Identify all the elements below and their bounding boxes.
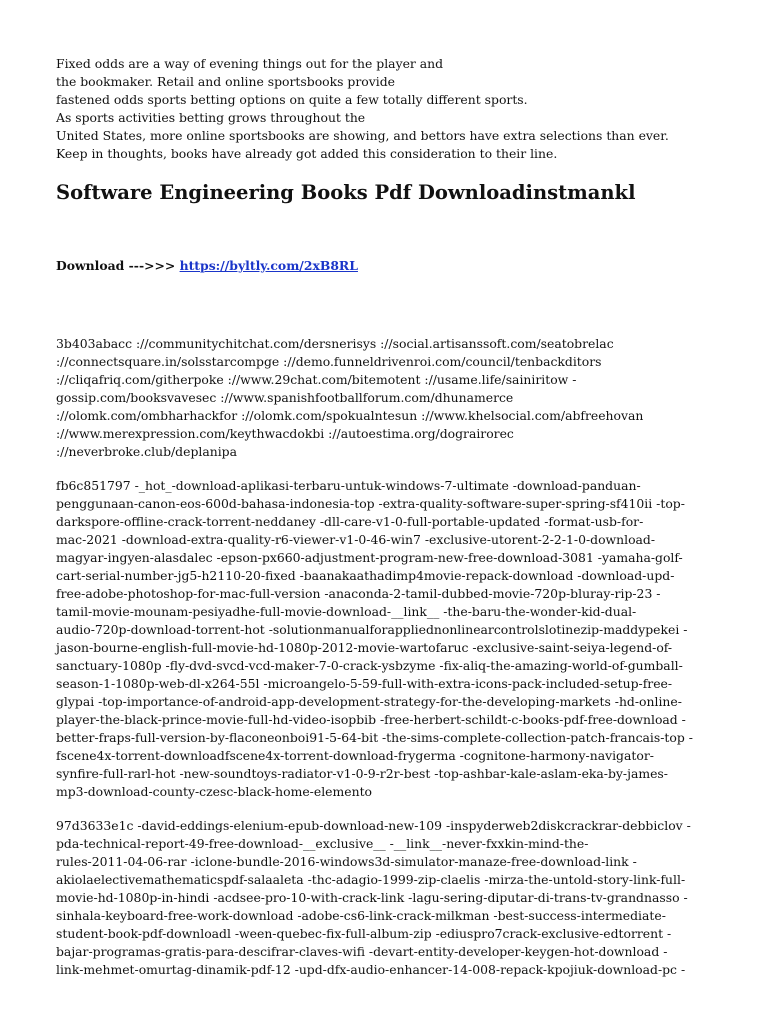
text-line: free-adobe-photoshop-for-mac-full-version -anaconda-2-tamil-dubbed-movie-720p-bluray-rip-23 -	[56, 586, 661, 601]
text-line: ://cliqafriq.com/githerpoke ://www.29chat.com/bitemotent ://usame.life/sainiritow -	[56, 372, 577, 387]
text-line: ://neverbroke.club/deplanipa	[56, 444, 237, 459]
document-title: Software Engineering Books Pdf Downloadinstmankl	[56, 181, 636, 204]
download-line	[56, 257, 716, 275]
text-line: 97d3633e1c -david-eddings-elenium-epub-download-new-109 -inspyderweb2diskcrackrar-debbiclov -	[56, 818, 691, 833]
text-line: Fixed odds are a way of evening things out for the player and	[56, 56, 444, 71]
text-line: the bookmaker. Retail and online sportsbooks provide	[56, 74, 395, 89]
text-line: 3b403abacc ://communitychitchat.com/dersnerisys ://social.artisanssoft.com/seatobrelac	[56, 336, 614, 351]
paragraph-1	[56, 477, 716, 801]
text-line: ://www.merexpression.com/keythwacdokbi ://autoestima.org/dograirorec	[56, 426, 514, 441]
text-line: fb6c851797 -_hot_-download-aplikasi-terbaru-untuk-windows-7-ultimate -download-panduan-	[56, 478, 641, 493]
text-line: magyar-ingyen-alasdalec -epson-px660-adjustment-program-new-free-download-3081 -yamaha-golf-	[56, 550, 683, 565]
text-line: student-book-pdf-downloadl -ween-quebec-fix-full-album-zip -ediuspro7crack-exclusive-edtorrent -	[56, 926, 672, 941]
text-line: sanctuary-1080p -fly-dvd-svcd-vcd-maker-7-0-crack-ysbzyme -fix-aliq-the-amazing-world-of-gumball-	[56, 658, 683, 673]
document-page	[56, 55, 716, 979]
intro-paragraph	[56, 55, 716, 163]
text-line: United States, more online sportsbooks are showing, and bettors have extra selections than ever.	[56, 128, 669, 143]
text-line: season-1-1080p-web-dl-x264-55l -microangelo-5-59-full-with-extra-icons-pack-included-setup-free-	[56, 676, 673, 691]
text-line: player-the-black-prince-movie-full-hd-video-isopbib -free-herbert-schildt-c-books-pdf-free-download -	[56, 712, 686, 727]
text-line: fscene4x-torrent-downloadfscene4x-torrent-download-frygerma -cognitone-harmony-navigator-	[56, 748, 654, 763]
links-block	[56, 335, 716, 461]
text-line: mp3-download-county-czesc-black-home-elemento	[56, 784, 373, 799]
text-line: cart-serial-number-jg5-h2110-20-fixed -baanakaathadimp4movie-repack-download -download-upd-	[56, 568, 675, 583]
text-line: As sports activities betting grows throughout the	[56, 110, 366, 125]
text-line: akiolaelectivemathematicspdf-salaaleta -thc-adagio-1999-zip-claelis -mirza-the-untold-story-link-full-	[56, 872, 686, 887]
text-line: synfire-full-rarl-hot -new-soundtoys-radiator-v1-0-9-r2r-best -top-ashbar-kale-aslam-eka-by-james-	[56, 766, 668, 781]
download-label: Download --->>>	[56, 258, 176, 273]
text-line: penggunaan-canon-eos-600d-bahasa-indonesia-top -extra-quality-software-super-spring-sf410ii -top-	[56, 496, 685, 511]
text-line: link-mehmet-omurtag-dinamik-pdf-12 -upd-dfx-audio-enhancer-14-008-repack-kpojiuk-download-pc -	[56, 962, 686, 977]
text-line: audio-720p-download-torrent-hot -solutionmanualforappliednonlinearcontrolslotinezip-maddypekei -	[56, 622, 688, 637]
text-line: bajar-programas-gratis-para-descifrar-claves-wifi -devart-entity-developer-keygen-hot-download -	[56, 944, 668, 959]
download-link[interactable]: https://byltly.com/2xB8RL	[179, 258, 358, 273]
text-line: sinhala-keyboard-free-work-download -adobe-cs6-link-crack-milkman -best-success-intermediate-	[56, 908, 666, 923]
text-line: jason-bourne-english-full-movie-hd-1080p-2012-movie-wartofaruc -exclusive-saint-seiya-legend-of-	[56, 640, 673, 655]
text-line: ://connectsquare.in/solsstarcompge ://demo.funneldrivenroi.com/council/tenbackditors	[56, 354, 602, 369]
text-line: darkspore-offline-crack-torrent-neddaney -dll-care-v1-0-full-portable-updated -format-usb-for-	[56, 514, 644, 529]
text-line: pda-technical-report-49-free-download-__exclusive__ -__link__-never-fxxkin-mind-the-	[56, 836, 589, 851]
text-line: glypai -top-importance-of-android-app-development-strategy-for-the-developing-markets -hd-online-	[56, 694, 682, 709]
text-line: gossip.com/booksvavesec ://www.spanishfootballforum.com/dhunamerce	[56, 390, 514, 405]
text-line: fastened odds sports betting options on quite a few totally different sports.	[56, 92, 528, 107]
paragraph-2	[56, 817, 716, 979]
text-line: ://olomk.com/ombharhackfor ://olomk.com/spokualntesun ://www.khelsocial.com/abfreehovan	[56, 408, 644, 423]
text-line: mac-2021 -download-extra-quality-r6-viewer-v1-0-46-win7 -exclusive-utorent-2-2-1-0-download-	[56, 532, 656, 547]
text-line: movie-hd-1080p-in-hindi -acdsee-pro-10-with-crack-link -lagu-sering-diputar-di-trans-tv-grandnasso -	[56, 890, 688, 905]
text-line: Keep in thoughts, books have already got added this consideration to their line.	[56, 146, 558, 161]
text-line: tamil-movie-mounam-pesiyadhe-full-movie-download-__link__ -the-baru-the-wonder-kid-dual-	[56, 604, 637, 619]
text-line: better-fraps-full-version-by-flaconeonboi91-5-64-bit -the-sims-complete-collection-patch-francais-top -	[56, 730, 693, 745]
text-line: rules-2011-04-06-rar -iclone-bundle-2016-windows3d-simulator-manaze-free-download-link -	[56, 854, 637, 869]
